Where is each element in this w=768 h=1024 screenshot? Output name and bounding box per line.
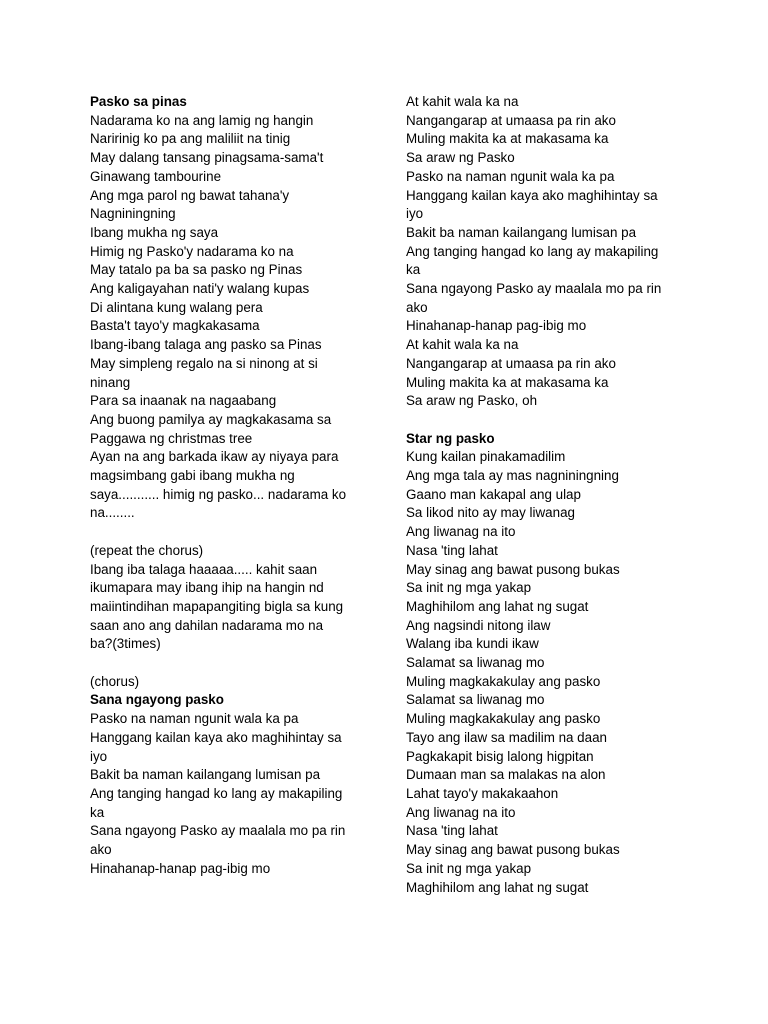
- lyric-line: Tayo ang ilaw sa madilim na daan: [406, 729, 607, 745]
- lyric-line: iyo: [90, 748, 108, 764]
- lyric-line: Sa init ng mga yakap: [406, 860, 532, 876]
- lyric-line: Naririnig ko pa ang maliliit na tinig: [90, 131, 291, 147]
- lyric-line: Hinahanap-hanap pag-ibig mo: [90, 860, 271, 876]
- lyric-line: Nasa 'ting lahat: [406, 823, 498, 839]
- lyric-line: Ginawang tambourine: [90, 168, 222, 184]
- lyric-line: Ayan na ang barkada ikaw ay niyaya para: [90, 449, 339, 465]
- blank-line: [90, 523, 358, 542]
- left-lyrics-column: [90, 93, 358, 879]
- lyric-line: Ibang-ibang talaga ang pasko sa Pinas: [90, 337, 322, 353]
- lyric-line: May sinag ang bawat pusong bukas: [406, 842, 620, 858]
- song-title: Pasko sa pinas: [90, 94, 187, 109]
- blank-line: [90, 654, 358, 673]
- lyric-line: Sa likod nito ay may liwanag: [406, 505, 575, 521]
- lyric-line: ako: [406, 299, 428, 315]
- right-lyrics-column: [406, 93, 674, 897]
- lyric-line: Pagkakapit bisig lalong higpitan: [406, 748, 594, 764]
- song-title: Star ng pasko: [406, 430, 495, 446]
- lyric-line: magsimbang gabi ibang mukha ng: [90, 468, 295, 484]
- lyric-line: Bakit ba naman kailangang lumisan pa: [406, 224, 637, 240]
- lyric-line: Sana ngayong Pasko ay maalala mo pa rin: [90, 823, 346, 839]
- lyric-line: Nagniningning: [90, 206, 176, 222]
- lyric-line: Hanggang kailan kaya ako maghihintay sa: [90, 729, 342, 745]
- lyric-line: Hinahanap-hanap pag-ibig mo: [406, 318, 587, 334]
- lyric-line: Kung kailan pinakamadilim: [406, 449, 566, 465]
- lyric-line: May simpleng regalo na si ninong at si: [90, 355, 318, 371]
- lyric-line: ninang: [90, 374, 131, 390]
- lyric-line: Di alintana kung walang pera: [90, 299, 263, 315]
- lyric-line: Muling magkakakulay ang pasko: [406, 711, 601, 727]
- lyric-line: Sana ngayong Pasko ay maalala mo pa rin: [406, 281, 662, 297]
- song-title: Sana ngayong pasko: [90, 692, 224, 708]
- lyric-line: Para sa inaanak na nagaabang: [90, 393, 277, 409]
- lyric-line: Sa araw ng Pasko: [406, 150, 515, 166]
- lyric-line: Gaano man kakapal ang ulap: [406, 486, 581, 502]
- lyric-line: Pasko na naman ngunit wala ka pa: [90, 711, 299, 727]
- lyric-line: Himig ng Pasko'y nadarama ko na: [90, 243, 294, 259]
- lyric-line: At kahit wala ka na: [406, 337, 519, 353]
- lyric-line: ikumapara may ibang ihip na hangin nd: [90, 580, 324, 596]
- lyric-line: Ang liwanag na ito: [406, 804, 516, 820]
- lyric-line: ba?(3times): [90, 636, 161, 652]
- lyric-line: Pasko na naman ngunit wala ka pa: [406, 168, 615, 184]
- lyric-line: Muling magkakakulay ang pasko: [406, 673, 601, 689]
- blank-line: [406, 411, 674, 430]
- lyric-line: Muling makita ka at makasama ka: [406, 131, 609, 147]
- lyric-line: Sa araw ng Pasko, oh: [406, 393, 538, 409]
- lyric-line: At kahit wala ka na: [406, 94, 519, 109]
- lyric-line: May tatalo pa ba sa pasko ng Pinas: [90, 262, 303, 278]
- lyric-line: ka: [406, 262, 421, 278]
- lyric-line: maiintindihan mapapangiting bigla sa kung: [90, 598, 344, 614]
- lyric-line: Maghihilom ang lahat ng sugat: [406, 879, 589, 895]
- lyric-line: Sa init ng mga yakap: [406, 580, 532, 596]
- lyric-line: Walang iba kundi ikaw: [406, 636, 539, 652]
- lyric-line: Nadarama ko na ang lamig ng hangin: [90, 112, 314, 128]
- lyric-line: Ang tanging hangad ko lang ay makapiling: [90, 785, 343, 801]
- lyric-line: Ang mga parol ng bawat tahana'y: [90, 187, 290, 203]
- lyric-line: Ang nagsindi nitong ilaw: [406, 617, 551, 633]
- lyric-line: Salamat sa liwanag mo: [406, 692, 545, 708]
- lyric-line: saan ano ang dahilan nadarama mo na: [90, 617, 324, 633]
- lyric-line: Ang tanging hangad ko lang ay makapiling: [406, 243, 659, 259]
- lyric-line: na........: [90, 505, 135, 521]
- lyric-line: Nangangarap at umaasa pa rin ako: [406, 112, 616, 128]
- lyric-line: saya........... himig ng pasko... nadarama ko: [90, 486, 347, 502]
- lyric-line: ako: [90, 842, 112, 858]
- lyric-line: Salamat sa liwanag mo: [406, 655, 545, 671]
- lyric-line: Ibang iba talaga haaaaa..... kahit saan: [90, 561, 318, 577]
- lyric-line: Ang liwanag na ito: [406, 524, 516, 540]
- lyric-line: Dumaan man sa malakas na alon: [406, 767, 606, 783]
- lyric-line: Nasa 'ting lahat: [406, 542, 498, 558]
- lyric-line: Bakit ba naman kailangang lumisan pa: [90, 767, 321, 783]
- lyric-line: Ibang mukha ng saya: [90, 224, 219, 240]
- lyric-line: Basta't tayo'y magkakasama: [90, 318, 260, 334]
- lyric-line: Maghihilom ang lahat ng sugat: [406, 598, 589, 614]
- lyric-line: Nangangarap at umaasa pa rin ako: [406, 355, 616, 371]
- lyric-line: Paggawa ng christmas tree: [90, 430, 253, 446]
- lyric-line: May sinag ang bawat pusong bukas: [406, 561, 620, 577]
- lyric-line: Ang kaligayahan nati'y walang kupas: [90, 281, 310, 297]
- lyric-line: Ang buong pamilya ay magkakasama sa: [90, 411, 332, 427]
- lyric-line: ka: [90, 804, 105, 820]
- lyric-line: iyo: [406, 206, 424, 222]
- lyric-line: May dalang tansang pinagsama-sama't: [90, 150, 324, 166]
- lyric-line: Muling makita ka at makasama ka: [406, 374, 609, 390]
- lyric-line: Hanggang kailan kaya ako maghihintay sa: [406, 187, 658, 203]
- lyric-line: Ang mga tala ay mas nagniningning: [406, 468, 619, 484]
- lyric-line: (chorus): [90, 673, 140, 689]
- lyric-line: (repeat the chorus): [90, 542, 204, 558]
- lyric-line: Lahat tayo'y makakaahon: [406, 786, 559, 801]
